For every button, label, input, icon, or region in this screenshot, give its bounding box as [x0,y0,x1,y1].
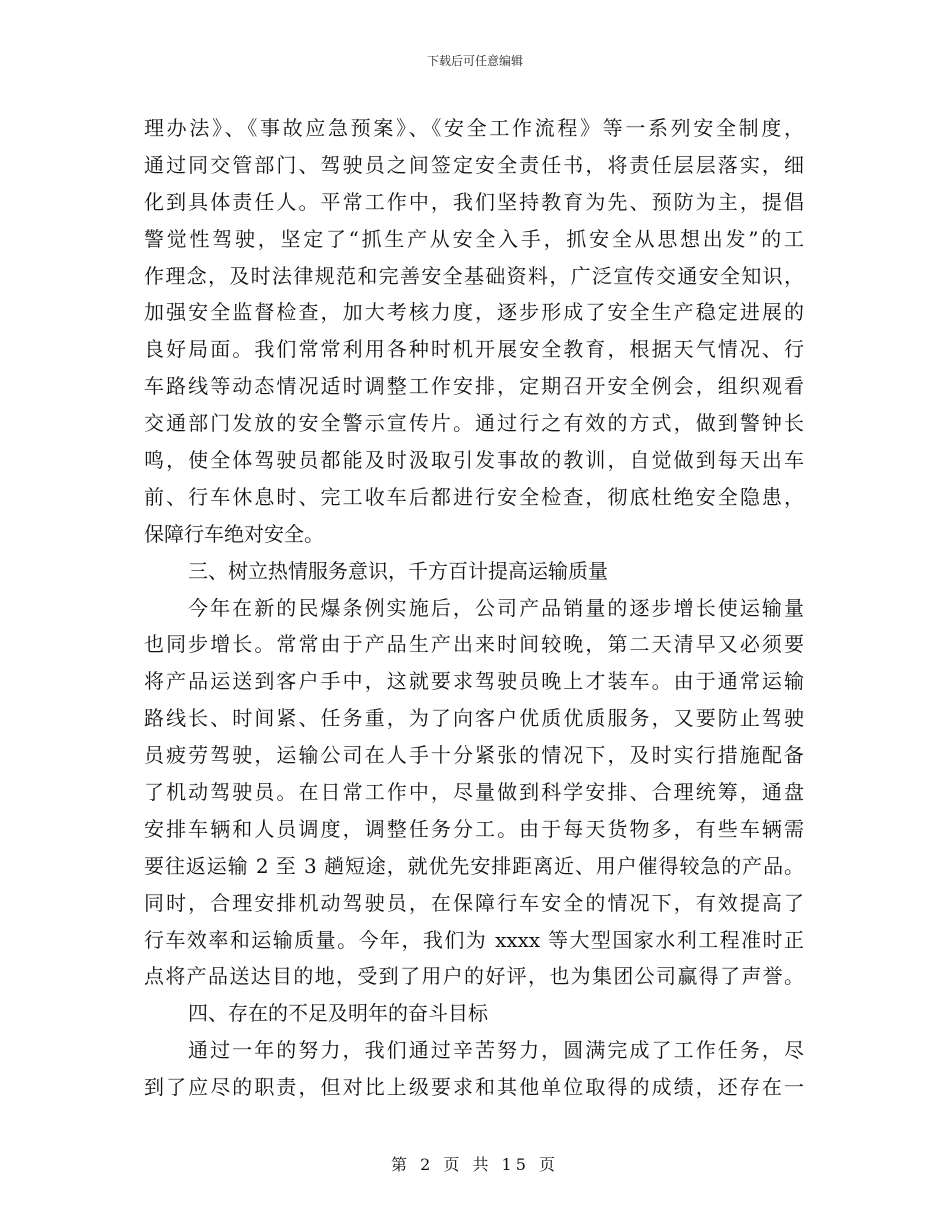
body-line: 化到具体责任人。平常工作中，我们坚持教育为先、预防为主，提倡 [144,189,804,214]
body-line: 要往返运输 2 至 3 趟短途，就优先安排距离近、用户催得较急的产品。 [144,853,804,878]
document-body [144,110,804,1106]
body-line: 警觉性驾驶，坚定了“抓生产从安全入手，抓安全从思想出发”的工 [144,226,804,251]
body-line: 通过同交管部门、驾驶员之间签定安全责任书，将责任层层落实，细 [144,152,804,177]
body-line: 将产品运送到客户手中，这就要求驾驶员晚上才装车。由于通常运输 [144,669,804,694]
body-line: 也同步增长。常常由于产品生产出来时间较晚，第二天清早又必须要 [144,632,804,657]
section-heading: 四、存在的不足及明年的奋斗目标 [188,1001,488,1026]
body-line: 到了应尽的职责，但对比上级要求和其他单位取得的成绩，还存在一 [144,1075,804,1100]
body-line: 了机动驾驶员。在日常工作中，尽量做到科学安排、合理统筹，通盘 [144,780,804,805]
body-line: 今年在新的民爆条例实施后，公司产品销量的逐步增长使运输量 [188,595,804,620]
body-line: 员疲劳驾驶，运输公司在人手十分紧张的情况下，及时实行措施配备 [144,743,804,768]
page-number: 第 2 页 共 15 页 [391,1155,559,1174]
body-line: 通过一年的努力，我们通过辛苦努力，圆满完成了工作任务，尽 [188,1038,804,1063]
page-header: 下载后可任意编辑 [426,54,523,68]
body-line: 路线长、时间紧、任务重，为了向客户优质优质服务，又要防止驾驶 [144,706,804,731]
body-line: 同时，合理安排机动驾驶员，在保障行车安全的情况下，有效提高了 [144,890,804,915]
section-heading: 三、树立热情服务意识，千方百计提高运输质量 [188,558,608,583]
body-line: 鸣，使全体驾驶员都能及时汲取引发事故的教训，自觉做到每天出车 [144,448,804,473]
body-line: 作理念，及时法律规范和完善安全基础资料，广泛宣传交通安全知识， [144,263,804,288]
body-line: 前、行车休息时、完工收车后都进行安全检查，彻底杜绝安全隐患， [144,484,804,509]
body-line: 行车效率和运输质量。今年，我们为 xxxx 等大型国家水利工程准时正 [144,927,804,952]
body-line: 良好局面。我们常常利用各种时机开展安全教育，根据天气情况、行 [144,337,804,362]
body-line: 车路线等动态情况适时调整工作安排，定期召开安全例会，组织观看 [144,374,804,399]
body-line: 保障行车绝对安全。 [144,521,324,546]
body-line: 安排车辆和人员调度，调整任务分工。由于每天货物多，有些车辆需 [144,816,804,841]
body-line: 理办法》、《事故应急预案》、《安全工作流程》等一系列安全制度， [144,116,804,140]
body-line: 点将产品送达目的地，受到了用户的好评，也为集团公司赢得了声誉。 [144,964,804,989]
body-line: 加强安全监督检查，加大考核力度，逐步形成了安全生产稳定进展的 [144,300,804,325]
body-line: 交通部门发放的安全警示宣传片。通过行之有效的方式，做到警钟长 [144,411,804,436]
